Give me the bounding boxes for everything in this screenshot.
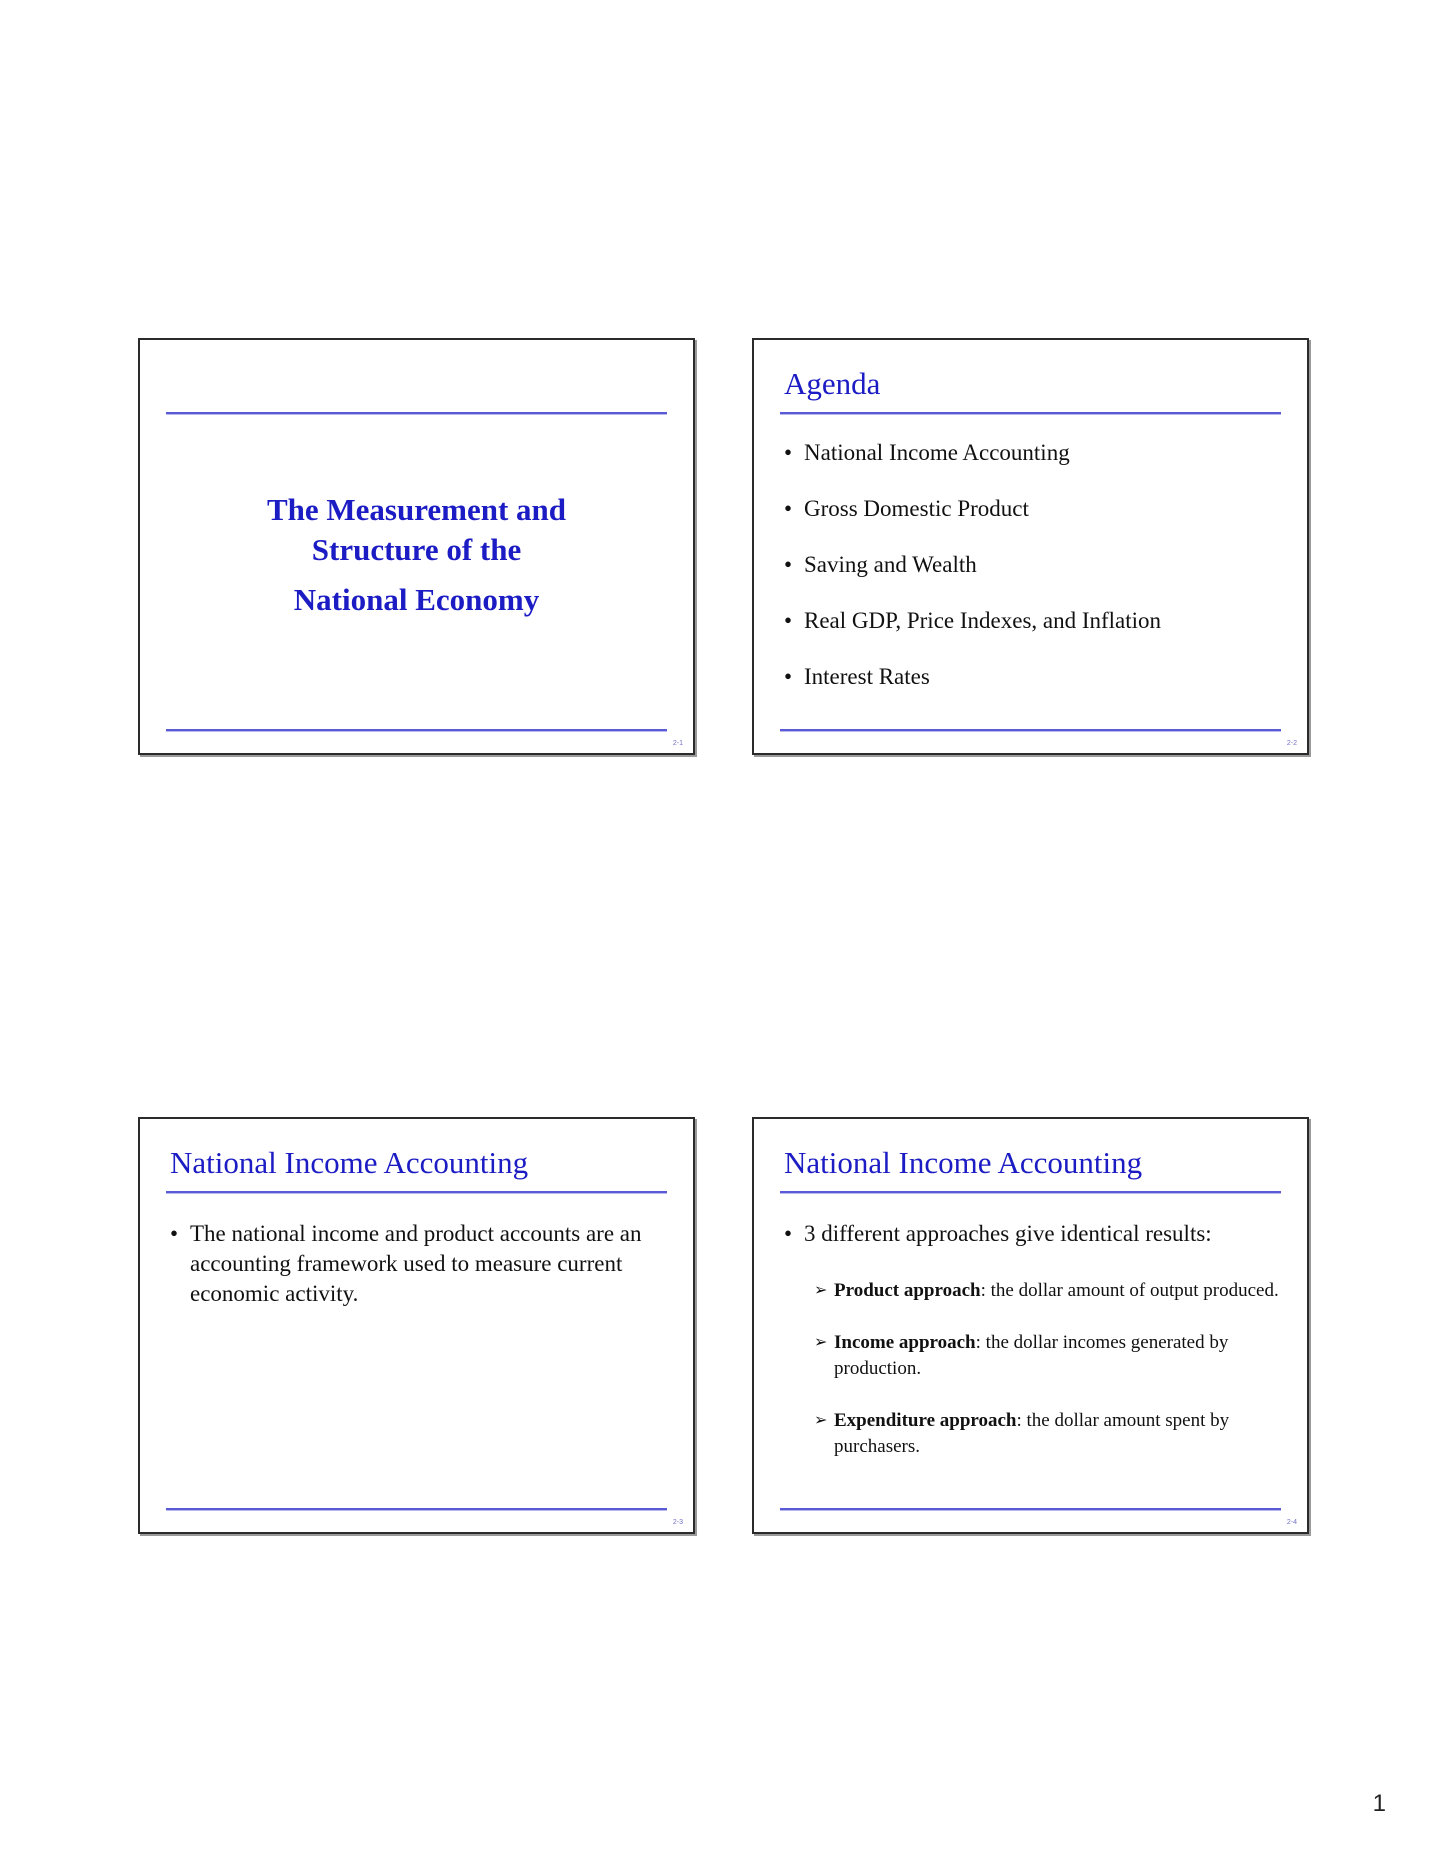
list-item-text: Real GDP, Price Indexes, and Inflation xyxy=(804,608,1162,633)
bullet-icon: • xyxy=(784,552,793,577)
cover-title-line-1: The Measurement and xyxy=(266,492,567,527)
slide-bottom-rule xyxy=(166,729,667,731)
slide-title: National Income Accounting xyxy=(784,1145,1143,1180)
slide-title: National Income Accounting xyxy=(170,1145,529,1180)
slide-number: 2-3 xyxy=(672,1519,683,1526)
list-item xyxy=(784,496,1283,552)
slide-number: 2-4 xyxy=(1286,1519,1297,1526)
slide-top-rule xyxy=(166,412,667,414)
slide-3 xyxy=(138,1117,695,1534)
arrow-bullet-icon: ➢ xyxy=(814,1282,828,1299)
slide-cover-title xyxy=(140,490,693,620)
slide-bottom-rule xyxy=(166,1508,667,1510)
slide-top-rule xyxy=(780,1191,1281,1193)
bullet-list xyxy=(784,1219,1283,1249)
list-item xyxy=(784,552,1283,608)
approach-term: Product approach xyxy=(834,1280,981,1301)
slide-number: 2-2 xyxy=(1286,740,1297,747)
cover-title-line-2: Structure of the xyxy=(311,532,522,567)
list-item-text: Gross Domestic Product xyxy=(804,496,1029,521)
page-number: 1 xyxy=(1372,1790,1386,1817)
bullet-icon: • xyxy=(784,608,793,633)
list-item-text: National Income Accounting xyxy=(804,440,1070,465)
bullet-icon: • xyxy=(170,1221,179,1246)
approach-item xyxy=(814,1330,1285,1382)
cover-title-line-3: National Economy xyxy=(293,582,540,617)
approach-item xyxy=(814,1278,1285,1304)
slide-bottom-rule xyxy=(780,1508,1281,1510)
list-item xyxy=(784,1219,1283,1249)
approach-description: : the dollar incomes generated by production. xyxy=(834,1332,1229,1379)
bullet-icon: • xyxy=(784,496,793,521)
bullet-icon: • xyxy=(784,440,793,465)
slide-top-rule xyxy=(780,412,1281,414)
list-item xyxy=(784,440,1283,496)
approach-term: Income approach xyxy=(834,1332,976,1353)
list-item xyxy=(784,664,1283,720)
slide-2 xyxy=(752,338,1309,755)
approach-description: : the dollar amount of output produced. xyxy=(980,1280,1279,1301)
arrow-bullet-icon: ➢ xyxy=(814,1412,828,1429)
approach-description: : the dollar amount spent by purchasers. xyxy=(834,1410,1230,1457)
arrow-bullet-icon: ➢ xyxy=(814,1334,828,1351)
slide-number: 2-1 xyxy=(672,740,683,747)
list-item-text: The national income and product accounts are an accounting framework used to measure current economic activity. xyxy=(190,1221,642,1306)
bullet-icon: • xyxy=(784,1221,793,1246)
bullet-icon: • xyxy=(784,664,793,689)
list-item xyxy=(170,1219,669,1309)
list-item-text: 3 different approaches give identical results: xyxy=(804,1221,1212,1246)
approach-term: Expenditure approach xyxy=(834,1410,1017,1431)
list-item-text: Interest Rates xyxy=(804,664,930,689)
slide-title: Agenda xyxy=(784,366,881,401)
agenda-list xyxy=(784,440,1283,720)
slide-4 xyxy=(752,1117,1309,1534)
approach-item xyxy=(814,1408,1285,1460)
list-item xyxy=(784,608,1283,664)
slide-1 xyxy=(138,338,695,755)
slide-bottom-rule xyxy=(780,729,1281,731)
list-item-text: Saving and Wealth xyxy=(804,552,977,577)
bullet-list xyxy=(170,1219,669,1309)
approach-list xyxy=(814,1278,1285,1486)
slide-top-rule xyxy=(166,1191,667,1193)
